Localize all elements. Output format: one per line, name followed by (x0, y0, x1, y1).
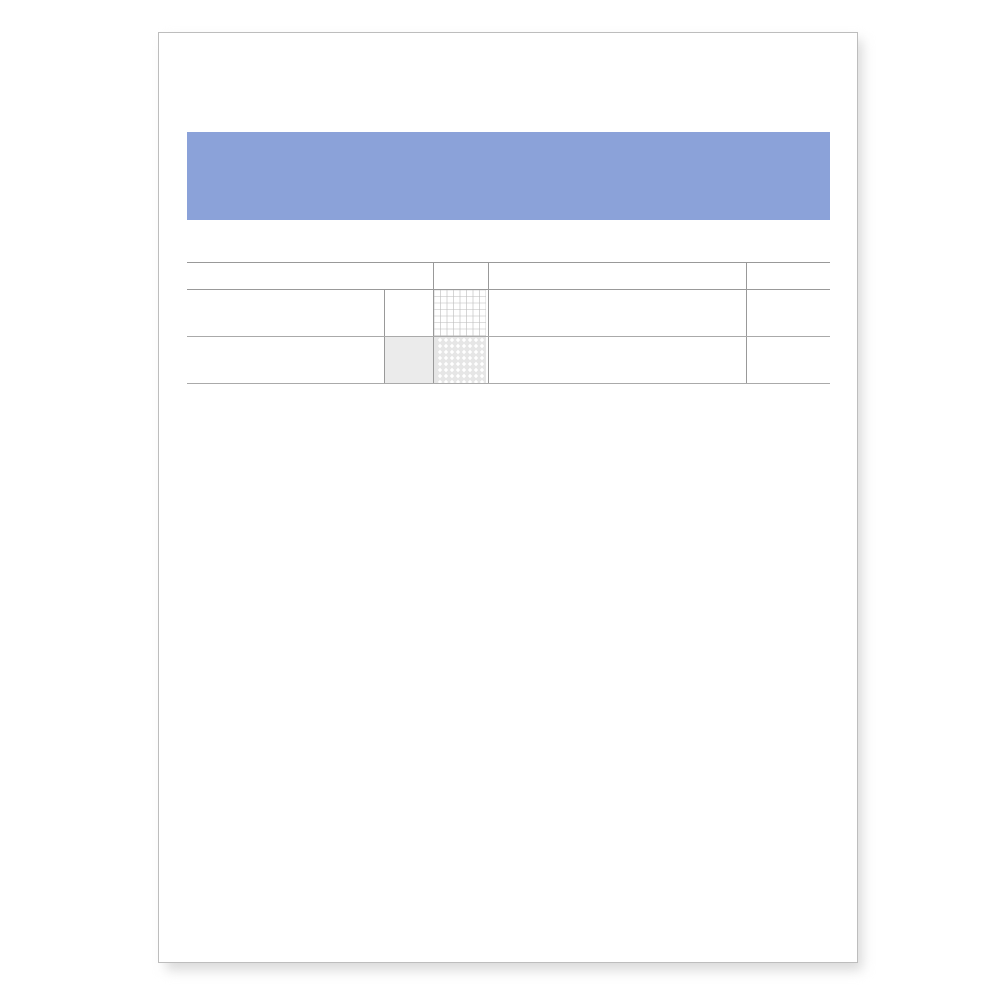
swatch-color (385, 337, 433, 383)
fabric-legend (434, 290, 489, 337)
grid-pattern-icon (434, 290, 486, 336)
fabric-rows (187, 290, 830, 384)
fabric-name (187, 290, 385, 337)
fabric-requirements-table (187, 262, 830, 384)
column-header-moda (187, 263, 434, 290)
diamond-pattern-icon (434, 337, 486, 383)
column-header-legend (434, 263, 489, 290)
pattern-back-cover (158, 32, 858, 963)
fabric-swatch (385, 290, 434, 337)
fabric-yardage (747, 337, 830, 384)
fabric-row (187, 337, 830, 384)
column-header-locations (489, 263, 747, 290)
fabric-location (489, 337, 747, 384)
table-header-row (187, 263, 830, 290)
column-header-yardage (747, 263, 830, 290)
swatch-color (385, 290, 433, 336)
fabric-name (187, 337, 385, 384)
fabric-yardage (747, 290, 830, 337)
fabric-row (187, 290, 830, 337)
fabric-location (489, 290, 747, 337)
fabric-swatch (385, 337, 434, 384)
barcode (197, 845, 429, 925)
pattern-info-banner (187, 132, 830, 220)
fabric-legend (434, 337, 489, 384)
